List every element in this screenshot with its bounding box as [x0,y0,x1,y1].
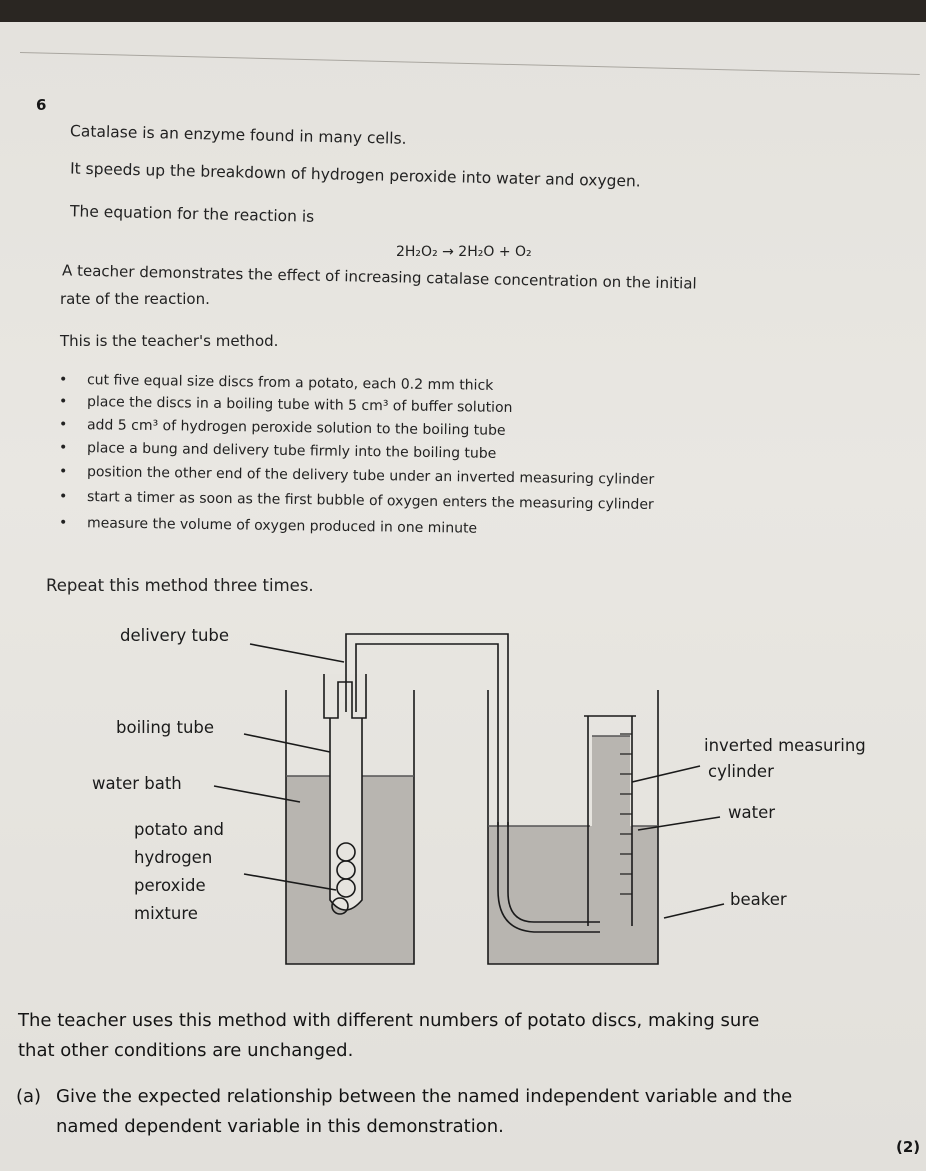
intro-line-3: The equation for the reaction is [69,202,315,226]
label-cylinder-line-1: inverted measuring [704,736,866,755]
label-mixture-line-2: hydrogen [134,848,213,867]
leader-boiling-tube [244,734,330,752]
label-mixture-line-3: peroxide [134,876,206,895]
repeat-instruction: Repeat this method three times. [46,576,314,595]
demo-line-2: rate of the reaction. [60,290,210,308]
label-mixture-line-1: potato and [134,820,225,839]
after-line-2: that other conditions are unchanged. [18,1040,354,1061]
exam-page [0,22,926,1171]
method-step: • start a timer as soon as the first bubble of oxygen enters the measuring cylinder [87,489,654,513]
part-a-label: (a) [16,1086,42,1107]
label-water: water [728,803,776,822]
apparatus-diagram [0,22,926,1171]
label-delivery-tube: delivery tube [120,626,230,645]
part-a-text-1: Give the expected relationship between the named independent variable and the [56,1086,793,1107]
method-step: • place a bung and delivery tube firmly into the boiling tube [87,440,497,462]
part-a-marks: (2) [896,1138,921,1156]
after-line-1: The teacher uses this method with different numbers of potato discs, making sure [18,1010,760,1031]
label-beaker: beaker [730,890,787,909]
label-cylinder-line-2: cylinder [708,762,774,781]
method-step: • place the discs in a boiling tube with 5 cm³ of buffer solution [87,394,513,416]
question-number: 6 [36,96,47,114]
leader-beaker [664,904,724,918]
demo-line-1: A teacher demonstrates the effect of increasing catalase concentration on the initial [61,261,697,293]
method-step: • add 5 cm³ of hydrogen peroxide solution to the boiling tube [87,417,506,439]
leader-cylinder [632,766,700,782]
reaction-equation: 2H₂O₂ → 2H₂O + O₂ [396,244,532,260]
method-step: • cut five equal size discs from a potato, each 0.2 mm thick [87,372,494,394]
intro-line-1: Catalase is an enzyme found in many cells. [69,122,407,148]
method-step: • position the other end of the delivery tube under an inverted measuring cylinder [87,464,654,488]
leader-water [638,817,720,830]
label-mixture-line-4: mixture [134,904,198,923]
measuring-cylinder-water [592,736,630,916]
label-boiling-tube: boiling tube [116,718,215,737]
part-a-text-2: named dependent variable in this demonstration. [56,1116,504,1137]
method-heading: This is the teacher's method. [60,332,279,350]
label-water-bath: water bath [92,774,182,793]
method-step: • measure the volume of oxygen produced in one minute [87,515,477,536]
intro-line-2: It speeds up the breakdown of hydrogen peroxide into water and oxygen. [69,159,641,191]
leader-delivery-tube [250,644,344,662]
